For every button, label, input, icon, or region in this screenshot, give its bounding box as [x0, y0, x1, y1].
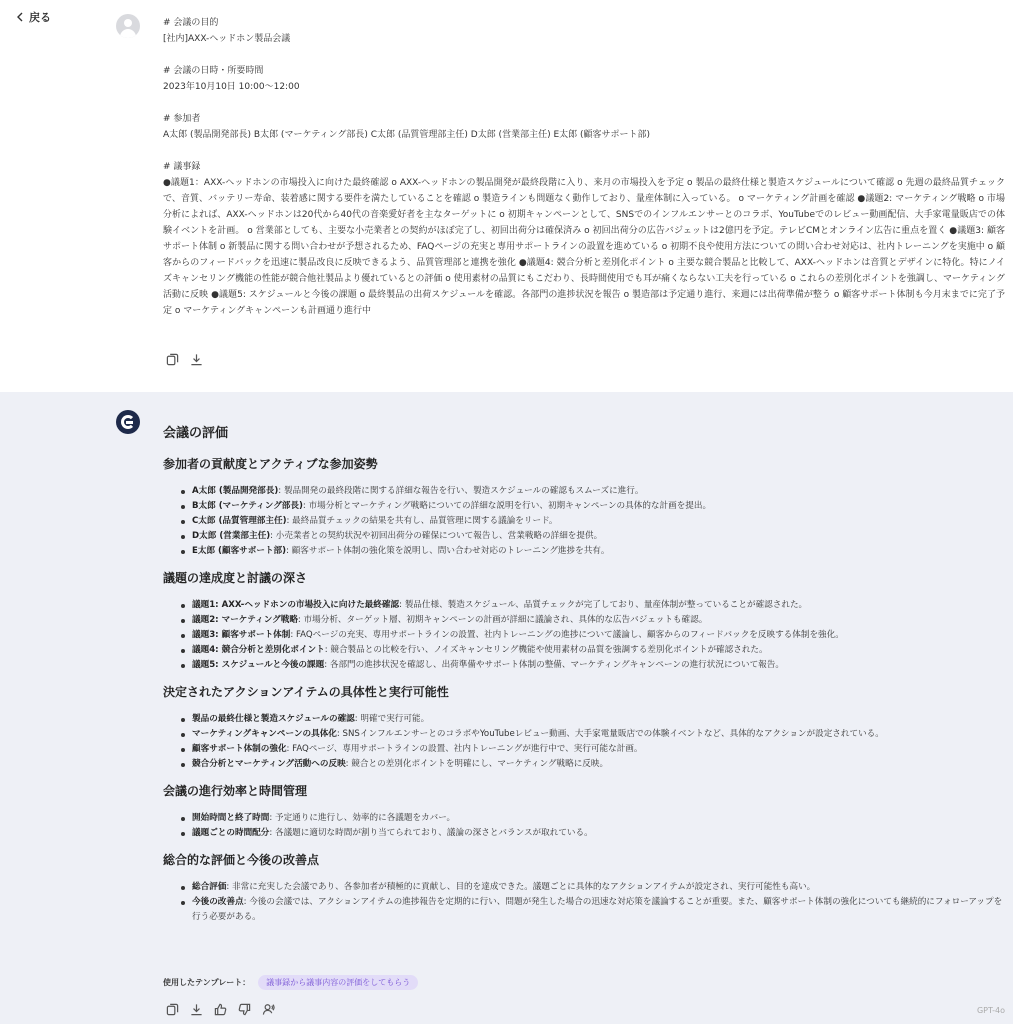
list-item: 開始時間と終了時間: 予定通りに進行し、効率的に各議題をカバー。 — [179, 811, 1008, 826]
list-item: 議題ごとの時間配分: 各議題に適切な時間が割り当てられており、議論の深さとバランスが取れている。 — [179, 826, 1008, 841]
download-icon[interactable] — [189, 352, 203, 366]
template-label: 使用したテンプレート： — [163, 978, 251, 987]
user-message-section — [0, 0, 1013, 392]
datetime-heading: # 会議の日時・所要時間 — [163, 66, 264, 76]
list-item: 議題2: マーケティング戦略: 市場分析、ターゲット層、初期キャンペーンの計画が詳細に議論され、具体的な広告バジェットも確認。 — [179, 613, 1008, 628]
participants-heading: # 参加者 — [163, 114, 201, 124]
participants-text: A太郎 (製品開発部長) B太郎 (マーケティング部長) C太郎 (品質管理部主任) D太郎 (営業部主任) E太郎 (顧客サポート部) — [163, 130, 651, 140]
section-heading: 決定されたアクションアイテムの具体性と実行可能性 — [163, 685, 449, 699]
section-heading: 参加者の貢献度とアクティブな参加姿勢 — [163, 457, 378, 471]
list-item: E太郎 (顧客サポート部): 顧客サポート体制の強化策を説明し、問い合わせ対応のトレーニング進捗を共有。 — [179, 544, 1008, 559]
chevron-left-icon — [16, 12, 24, 22]
list-item: 議題3: 顧客サポート体制: FAQページの充実、専用サポートラインの設置、社内トレーニングの進捗について議論し、顧客からのフィードバックを反映する体制を強化。 — [179, 628, 1008, 643]
model-label: GPT-4o — [976, 1006, 1005, 1015]
section-list — [163, 484, 1008, 559]
list-item: 顧客サポート体制の強化: FAQページ、専用サポートラインの設置、社内トレーニングが進行中で、実行可能な計画。 — [179, 742, 1008, 757]
list-item: 競合分析とマーケティング活動への反映: 競合との差別化ポイントを明確にし、マーケティング戦略に反映。 — [179, 757, 1008, 772]
assistant-avatar — [116, 410, 140, 434]
copy-icon[interactable] — [165, 1002, 179, 1016]
user-message-text — [163, 15, 1005, 319]
assistant-answer — [163, 422, 1008, 935]
list-item: C太郎 (品質管理部主任): 最終品質チェックの結果を共有し、品質管理に関する議論をリード。 — [179, 514, 1008, 529]
list-item: 製品の最終仕様と製造スケジュールの確認: 明確で実行可能。 — [179, 712, 1008, 727]
assistant-message-section — [0, 392, 1013, 1024]
download-icon[interactable] — [189, 1002, 203, 1016]
section-list — [163, 712, 1008, 772]
list-item: 今後の改善点: 今後の会議では、アクションアイテムの進捗報告を定期的に行い、問題が発生した場合の迅速な対応策を議論することが重要。また、顧客サポート体制の強化についても継続的にフォローアップを行う必要がある。 — [179, 895, 1008, 925]
list-item: 議題1: AXX-ヘッドホンの市場投入に向けた最終確認: 製品仕様、製造スケジュール、品質チェックが完了しており、量産体制が整っていることが確認された。 — [179, 598, 1008, 613]
template-chip[interactable]: 議事録から議事内容の評価をしてもらう — [258, 975, 418, 990]
speaker-icon[interactable] — [261, 1002, 275, 1016]
list-item: 総合評価: 非常に充実した会議であり、各参加者が積極的に貢献し、目的を達成できた。議題ごとに具体的なアクションアイテムが設定され、実行可能性も高い。 — [179, 880, 1008, 895]
thumbs-up-icon[interactable] — [213, 1002, 227, 1016]
minutes-text: ●議題1：AXX-ヘッドホンの市場投入に向けた最終確認 o AXX-ヘッドホンの製品開発が最終段階に入り、来月の市場投入を予定 o 製品の最終仕様と製造スケジュールについて確認 o 先週の最終品質チェックで、音質、バッテリー寿命、装着感に関する要件を満たしていることを確認 o 製造ラインも問題なく動作しており、量産体制に入っている。 o マーケティング計画を確認 ●議題2: マーケティング戦略 o 市場分析によれば、AXX-ヘッドホンは20代から40代の音楽愛好者を主なターゲットに o 初期キャンペーンとして、SNSでのインフルエンサーとのコラボ、YouTubeでのレビュー動画配信、大手家電量販店での体験イベントを計画。 o 営業部としても、主要な小売業者との契約がほぼ完了し、初回出荷分は確保済み o 初回出荷分の広告バジェットは2億円を予定。テレビCMとオンライン広告に重点を置く ●議題3: 顧客サポート体制 o 新製品に関する問い合わせが予想されるため、FAQページの充実と専用サポートラインの設置を進めている o 初期不良や使用方法についての問い合わせ対応は、社内トレーニングを実施中 o 顧客からのフィードバックを迅速に製品改良に反映できるよう、品質管理部と連携を強化 ●議題4: 競合分析と差別化ポイント o 主要な競合製品と比較して、AXX-ヘッドホンは音質とデザインに特化。特にノイズキャンセリング機能の性能が競合他社製品より優れているとの評価 o 使用素材の品質にもこだわり、長時間使用でも耳が痛くならない工夫を行っている o これらの差別化ポイントを強調し、マーケティング活動に反映 ●議題5: スケジュールと今後の課題 o 最終製品の出荷スケジュールを確認。各部門の進捗状況を報告 o 製造部は予定通り進行、来週には出荷準備が整う o 顧客サポート体制も今月末までに完了予定 o マーケティングキャンペーンも計画通り進行中 — [163, 178, 1005, 316]
answer-title: 会議の評価 — [163, 426, 229, 441]
list-item: D太郎 (営業部主任): 小売業者との契約状況や初回出荷分の確保について報告し、営業戦略の詳細を提供。 — [179, 529, 1008, 544]
assistant-actions — [165, 1002, 275, 1016]
section-list — [163, 811, 1008, 841]
section-heading: 会議の進行効率と時間管理 — [163, 784, 308, 798]
list-item: 議題4: 競合分析と差別化ポイント: 競合製品との比較を行い、ノイズキャンセリング機能や使用素材の品質を強調する差別化ポイントが確認された。 — [179, 643, 1008, 658]
list-item: マーケティングキャンペーンの具体化: SNSインフルエンサーとのコラボやYouTubeレビュー動画、大手家電量販店での体験イベントなど、具体的なアクションが設定されている。 — [179, 727, 1008, 742]
purpose-text: [社内]AXX-ヘッドホン製品会議 — [163, 34, 291, 44]
datetime-text: 2023年10月10日 10:00〜12:00 — [163, 82, 300, 92]
list-item: A太郎 (製品開発部長): 製品開発の最終段階に関する詳細な報告を行い、製造スケジュールの確認もスムーズに進行。 — [179, 484, 1008, 499]
thumbs-down-icon[interactable] — [237, 1002, 251, 1016]
section-list — [163, 880, 1008, 925]
user-message-actions — [165, 352, 203, 366]
back-button[interactable] — [16, 9, 51, 25]
section-list — [163, 598, 1008, 673]
purpose-heading: # 会議の目的 — [163, 18, 219, 28]
back-label: 戻る — [29, 11, 51, 24]
minutes-heading: # 議事録 — [163, 162, 201, 172]
section-heading: 総合的な評価と今後の改善点 — [163, 853, 320, 867]
list-item: B太郎 (マーケティング部長): 市場分析とマーケティング戦略についての詳細な説明を行い、初期キャンペーンの具体的な計画を提出。 — [179, 499, 1008, 514]
list-item: 議題5: スケジュールと今後の課題: 各部門の進捗状況を確認し、出荷準備やサポート体制の整備、マーケティングキャンペーンの進行状況について報告。 — [179, 658, 1008, 673]
template-info — [163, 975, 418, 990]
user-avatar — [116, 14, 140, 38]
section-heading: 議題の達成度と討議の深さ — [163, 571, 308, 585]
copy-icon[interactable] — [165, 352, 179, 366]
